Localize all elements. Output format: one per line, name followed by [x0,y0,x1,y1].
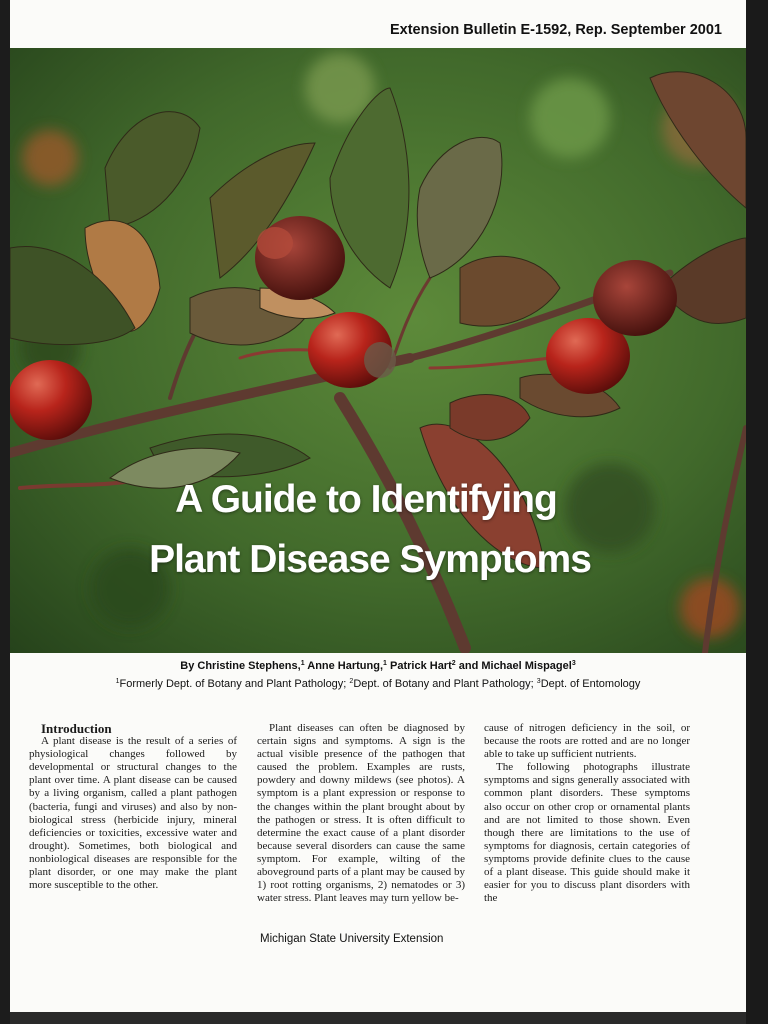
publisher-footer: Michigan State University Extension [260,933,444,945]
bulletin-number: Extension Bulletin E-1592, Rep. September 2001 [389,22,722,38]
introduction-paragraph: A plant disease is the result of a series of physiological changes followed by developmental or structural changes to the plant over time. A plant disease can be caused by a living organism, called a plant pathogen (bacteria, fungi and viruses) and also by non-biological stress (herbicide injury, mineral deficiencies or toxicities, excessive water and drought). Sometimes, both biological and nonbiological diseases are responsible for the plant disorder, or one may make the plant more susceptible to the other. [29,735,237,892]
affiliation-2-text: Dept. of Botany and Plant Pathology; [353,678,537,690]
cover-title-line-1: A Guide to Identifying [175,478,557,521]
scan-border-right [746,0,768,1024]
affiliation-3-mark: 3 [536,678,541,685]
cover-title-line-2: Plant Disease Symptoms [149,538,591,581]
introduction-heading: Introduction [41,721,112,736]
author-4-name: Michael Mispagel [481,660,572,672]
photographs-paragraph: The following photographs illustrate symptoms and signs generally associated with common plant disorders. These symptoms also occur on other crop or ornamental plants and are not limited to those shown. Even though there are limitations to the use of symptoms for diagnosis, certain categories of symptoms provide definite clues to the cause of a plant disease. This guide should make it easier for you to discuss plant disorders with the [484,761,690,905]
body-column-1 [29,722,237,892]
author-3-affiliation-mark: 2 [451,660,456,667]
author-1-affiliation-mark: 1 [300,660,305,667]
continued-paragraph: cause of nitrogen deficiency in the soil, or because the roots are rotted and are no longer able to take up sufficient nutrients. [484,722,690,761]
author-3-name: Patrick Hart [390,660,452,672]
affiliation-3-text: Dept. of Entomology [540,678,641,690]
body-column-3 [484,722,690,905]
author-3-separator: and [455,660,482,672]
signs-symptoms-paragraph: Plant diseases can often be diagnosed by certain signs and symptoms. A sign is the actual visible presence of the pathogen that caused the problem. Examples are rusts, powdery and downy mildews (see photos). A symptom is a plant expression or response to the changes within the plant brought about by the pathogen or stress. It is often difficult to determine the exact cause of a plant disorder because several disorders can cause the same symptom. For example, wilting of the aboveground parts of a plant may be caused by 1) root rotting organisms, 2) nematodes or 3) water stress. Plant leaves may turn yellow be- [257,722,465,905]
affiliation-1-text: Formerly Dept. of Botany and Plant Pathology; [119,678,350,690]
author-2-affiliation-mark: 1 [383,660,387,667]
affiliation-2-mark: 2 [349,678,354,685]
author-2-name: Anne Hartung, [307,660,384,672]
body-column-2 [257,722,465,905]
author-1-name: Christine Stephens, [197,660,301,672]
bulletin-page [10,0,746,1012]
affiliation-1-mark: 1 [115,678,120,685]
byline-prefix: By [180,660,198,672]
author-4-affiliation-mark: 3 [571,660,576,667]
author-affiliations [10,678,746,690]
author-byline [10,660,746,672]
